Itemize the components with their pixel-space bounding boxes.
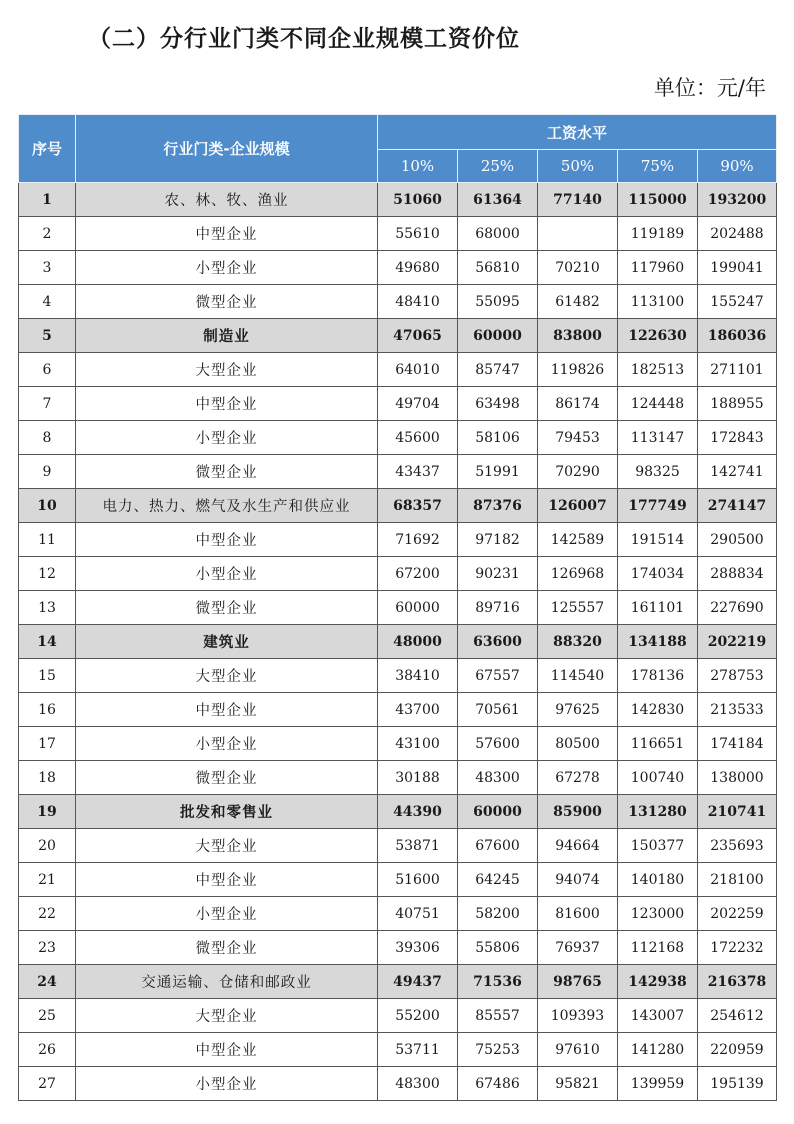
row-category: 中型企业 [76,217,378,251]
wage-cell: 85557 [458,999,538,1033]
wage-cell: 112168 [618,931,698,965]
wage-table [18,114,777,1101]
wage-cell: 49680 [378,251,458,285]
table-row [19,1033,777,1067]
row-seq: 1 [19,183,76,217]
wage-cell: 85747 [458,353,538,387]
wage-cell: 68357 [378,489,458,523]
wage-cell: 113147 [618,421,698,455]
wage-cell: 64010 [378,353,458,387]
row-category: 大型企业 [76,999,378,1033]
wage-cell: 119826 [538,353,618,387]
wage-cell: 98325 [618,455,698,489]
row-category: 中型企业 [76,1033,378,1067]
wage-cell: 61364 [458,183,538,217]
row-seq: 4 [19,285,76,319]
sector-row [19,489,777,523]
wage-cell: 38410 [378,659,458,693]
wage-cell: 51600 [378,863,458,897]
wage-cell: 70290 [538,455,618,489]
row-category: 中型企业 [76,387,378,421]
row-category: 建筑业 [76,625,378,659]
header-percentile: 10% [378,150,458,183]
table-row [19,931,777,965]
sector-row [19,183,777,217]
wage-cell: 57600 [458,727,538,761]
wage-cell: 60000 [378,591,458,625]
wage-cell: 53711 [378,1033,458,1067]
wage-cell: 178136 [618,659,698,693]
row-seq: 26 [19,1033,76,1067]
unit-label: 单位：元/年 [653,76,766,100]
table-body [19,183,777,1101]
wage-cell: 43437 [378,455,458,489]
wage-cell: 70561 [458,693,538,727]
wage-cell: 227690 [698,591,777,625]
row-seq: 19 [19,795,76,829]
wage-cell: 218100 [698,863,777,897]
table-row [19,251,777,285]
table-row [19,761,777,795]
wage-cell: 80500 [538,727,618,761]
row-category: 微型企业 [76,591,378,625]
table-row [19,999,777,1033]
wage-cell: 95821 [538,1067,618,1101]
row-seq: 17 [19,727,76,761]
wage-cell: 85900 [538,795,618,829]
table-row [19,387,777,421]
wage-cell: 202259 [698,897,777,931]
row-category: 中型企业 [76,863,378,897]
wage-cell: 51060 [378,183,458,217]
row-category: 大型企业 [76,829,378,863]
table-row [19,727,777,761]
header-percentile: 90% [698,150,777,183]
wage-cell: 182513 [618,353,698,387]
wage-cell: 216378 [698,965,777,999]
table-row [19,421,777,455]
wage-cell: 67600 [458,829,538,863]
wage-cell: 70210 [538,251,618,285]
row-category: 小型企业 [76,897,378,931]
row-category: 小型企业 [76,421,378,455]
row-seq: 24 [19,965,76,999]
row-seq: 12 [19,557,76,591]
row-category: 中型企业 [76,693,378,727]
wage-cell: 71692 [378,523,458,557]
row-category: 微型企业 [76,761,378,795]
row-seq: 14 [19,625,76,659]
table-row [19,591,777,625]
wage-cell: 40751 [378,897,458,931]
row-seq: 27 [19,1067,76,1101]
wage-cell: 117960 [618,251,698,285]
wage-cell: 88320 [538,625,618,659]
wage-cell: 45600 [378,421,458,455]
row-category: 微型企业 [76,285,378,319]
row-seq: 8 [19,421,76,455]
wage-cell: 188955 [698,387,777,421]
row-seq: 13 [19,591,76,625]
wage-cell: 114540 [538,659,618,693]
wage-cell [538,217,618,251]
wage-cell: 64245 [458,863,538,897]
wage-cell: 122630 [618,319,698,353]
row-seq: 22 [19,897,76,931]
wage-cell: 109393 [538,999,618,1033]
wage-cell: 55806 [458,931,538,965]
wage-cell: 126007 [538,489,618,523]
table-row [19,829,777,863]
wage-cell: 77140 [538,183,618,217]
wage-cell: 47065 [378,319,458,353]
wage-cell: 172843 [698,421,777,455]
wage-cell: 30188 [378,761,458,795]
wage-cell: 138000 [698,761,777,795]
wage-cell: 67200 [378,557,458,591]
wage-cell: 75253 [458,1033,538,1067]
row-category: 小型企业 [76,727,378,761]
wage-cell: 100740 [618,761,698,795]
row-seq: 7 [19,387,76,421]
wage-cell: 58106 [458,421,538,455]
wage-cell: 288834 [698,557,777,591]
wage-cell: 220959 [698,1033,777,1067]
wage-cell: 124448 [618,387,698,421]
wage-cell: 143007 [618,999,698,1033]
wage-cell: 67278 [538,761,618,795]
wage-cell: 94074 [538,863,618,897]
wage-cell: 195139 [698,1067,777,1101]
wage-cell: 142589 [538,523,618,557]
wage-cell: 63600 [458,625,538,659]
wage-cell: 51991 [458,455,538,489]
row-seq: 10 [19,489,76,523]
wage-cell: 140180 [618,863,698,897]
wage-cell: 202488 [698,217,777,251]
sector-row [19,625,777,659]
table-row [19,897,777,931]
wage-cell: 213533 [698,693,777,727]
wage-cell: 48300 [378,1067,458,1101]
wage-cell: 43700 [378,693,458,727]
wage-cell: 139959 [618,1067,698,1101]
wage-cell: 63498 [458,387,538,421]
row-category: 电力、热力、燃气及水生产和供应业 [76,489,378,523]
table-row [19,217,777,251]
wage-cell: 89716 [458,591,538,625]
wage-cell: 131280 [618,795,698,829]
document-title: （二）分行业门类不同企业规模工资价位 [88,26,520,52]
wage-cell: 61482 [538,285,618,319]
wage-cell: 174184 [698,727,777,761]
wage-cell: 68000 [458,217,538,251]
wage-cell: 134188 [618,625,698,659]
wage-cell: 97610 [538,1033,618,1067]
wage-cell: 71536 [458,965,538,999]
table-row [19,285,777,319]
row-seq: 23 [19,931,76,965]
header-percentile: 75% [618,150,698,183]
wage-cell: 191514 [618,523,698,557]
wage-cell: 90231 [458,557,538,591]
wage-cell: 254612 [698,999,777,1033]
table-row [19,693,777,727]
wage-cell: 115000 [618,183,698,217]
wage-cell: 98765 [538,965,618,999]
header-percentile: 25% [458,150,538,183]
wage-cell: 271101 [698,353,777,387]
wage-cell: 125557 [538,591,618,625]
wage-cell: 97182 [458,523,538,557]
wage-cell: 60000 [458,795,538,829]
header-wage-level: 工资水平 [378,115,777,150]
wage-cell: 56810 [458,251,538,285]
wage-cell: 274147 [698,489,777,523]
row-category: 微型企业 [76,455,378,489]
row-category: 农、林、牧、渔业 [76,183,378,217]
wage-cell: 193200 [698,183,777,217]
wage-cell: 155247 [698,285,777,319]
wage-cell: 43100 [378,727,458,761]
row-category: 交通运输、仓储和邮政业 [76,965,378,999]
table-row [19,523,777,557]
wage-cell: 48000 [378,625,458,659]
wage-cell: 76937 [538,931,618,965]
wage-cell: 39306 [378,931,458,965]
wage-cell: 97625 [538,693,618,727]
row-category: 小型企业 [76,557,378,591]
wage-cell: 55610 [378,217,458,251]
wage-cell: 161101 [618,591,698,625]
wage-cell: 210741 [698,795,777,829]
row-category: 制造业 [76,319,378,353]
row-seq: 9 [19,455,76,489]
row-seq: 6 [19,353,76,387]
wage-cell: 142938 [618,965,698,999]
row-seq: 11 [19,523,76,557]
wage-cell: 123000 [618,897,698,931]
wage-cell: 119189 [618,217,698,251]
row-category: 批发和零售业 [76,795,378,829]
row-seq: 25 [19,999,76,1033]
row-category: 小型企业 [76,251,378,285]
wage-cell: 79453 [538,421,618,455]
row-seq: 18 [19,761,76,795]
wage-cell: 94664 [538,829,618,863]
wage-cell: 202219 [698,625,777,659]
wage-cell: 290500 [698,523,777,557]
wage-cell: 177749 [618,489,698,523]
wage-cell: 235693 [698,829,777,863]
table-row [19,1067,777,1101]
row-seq: 21 [19,863,76,897]
row-category: 小型企业 [76,1067,378,1101]
wage-cell: 278753 [698,659,777,693]
row-seq: 5 [19,319,76,353]
wage-cell: 49704 [378,387,458,421]
wage-cell: 199041 [698,251,777,285]
row-seq: 3 [19,251,76,285]
wage-cell: 126968 [538,557,618,591]
wage-cell: 60000 [458,319,538,353]
table-row [19,659,777,693]
wage-cell: 55200 [378,999,458,1033]
wage-cell: 172232 [698,931,777,965]
wage-cell: 142741 [698,455,777,489]
wage-cell: 49437 [378,965,458,999]
header-percentile: 50% [538,150,618,183]
row-seq: 20 [19,829,76,863]
table-row [19,863,777,897]
header-category: 行业门类-企业规模 [76,115,378,183]
wage-cell: 113100 [618,285,698,319]
wage-cell: 55095 [458,285,538,319]
wage-cell: 44390 [378,795,458,829]
row-seq: 15 [19,659,76,693]
row-seq: 2 [19,217,76,251]
wage-cell: 150377 [618,829,698,863]
row-category: 大型企业 [76,353,378,387]
row-category: 微型企业 [76,931,378,965]
wage-cell: 174034 [618,557,698,591]
wage-cell: 116651 [618,727,698,761]
header-seq: 序号 [19,115,76,183]
wage-cell: 142830 [618,693,698,727]
wage-cell: 87376 [458,489,538,523]
sector-row [19,795,777,829]
wage-cell: 141280 [618,1033,698,1067]
wage-cell: 53871 [378,829,458,863]
wage-cell: 67557 [458,659,538,693]
wage-cell: 67486 [458,1067,538,1101]
row-seq: 16 [19,693,76,727]
sector-row [19,965,777,999]
table-row [19,455,777,489]
wage-cell: 58200 [458,897,538,931]
wage-cell: 83800 [538,319,618,353]
wage-cell: 186036 [698,319,777,353]
wage-cell: 86174 [538,387,618,421]
sector-row [19,319,777,353]
table-row [19,353,777,387]
table-row [19,557,777,591]
wage-cell: 48410 [378,285,458,319]
wage-cell: 48300 [458,761,538,795]
row-category: 中型企业 [76,523,378,557]
wage-cell: 81600 [538,897,618,931]
row-category: 大型企业 [76,659,378,693]
